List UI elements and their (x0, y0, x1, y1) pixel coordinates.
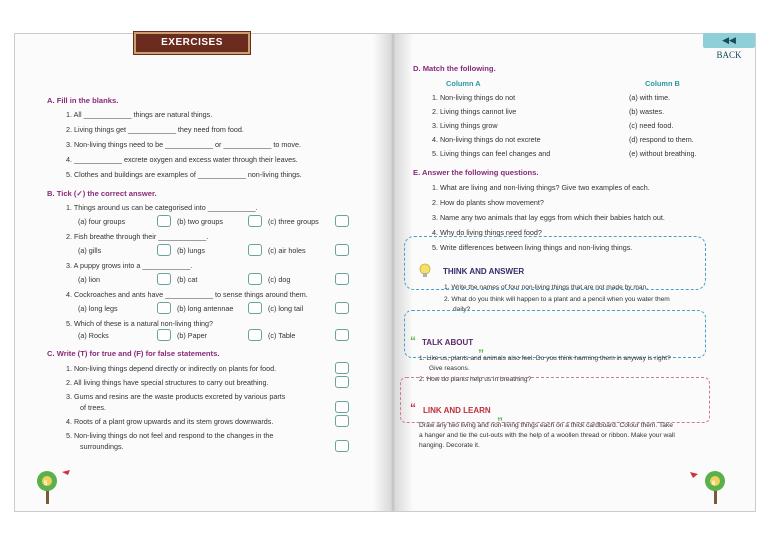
fill-item: 1. All ____________ things are natural things. (66, 110, 213, 119)
answer-checkbox[interactable] (157, 244, 171, 256)
talk-item-cont: Give reasons. (429, 365, 470, 372)
tf-item-cont: of trees. (80, 403, 106, 412)
fill-item: 2. Living things get ____________ they need from food. (66, 125, 244, 134)
answer-checkbox[interactable] (335, 302, 349, 314)
link-line: a hanger and tie the cut-outs with the help of a woollen thread or ribbon. Make your wall (419, 432, 675, 439)
answer-checkbox[interactable] (335, 329, 349, 341)
think-item-cont: daily? (453, 306, 471, 313)
match-right-item: (d) respond to them. (629, 135, 694, 144)
answer-checkbox[interactable] (335, 415, 349, 427)
double-arrow-left-icon: ◀◀ (722, 35, 736, 45)
mcq-option: (c) dog (268, 275, 291, 284)
answer-checkbox[interactable] (248, 329, 262, 341)
answer-checkbox[interactable] (335, 362, 349, 374)
mcq-option: (a) gills (78, 246, 102, 255)
talk-about-title: TALK ABOUT (422, 338, 474, 347)
mcq-option: (a) lion (78, 275, 100, 284)
back-button[interactable] (703, 33, 755, 60)
mcq-option: (a) Rocks (78, 331, 109, 340)
mcq-option: (b) lungs (177, 246, 205, 255)
think-and-answer-title: THINK AND ANSWER (443, 267, 525, 276)
answer-checkbox[interactable] (157, 302, 171, 314)
exercises-title: EXERCISES (134, 32, 250, 54)
fill-item: 5. Clothes and buildings are examples of ____________ non-living things. (66, 170, 302, 179)
quote-open-icon: “ (410, 401, 416, 415)
question-item: 2. How do plants show movement? (432, 198, 544, 207)
quote-close-icon: „ (497, 408, 503, 422)
mcq-option: (b) two groups (177, 217, 223, 226)
question-item: 4. Why do living things need food? (432, 228, 542, 237)
match-left-item: 1. Non-living things do not (432, 93, 516, 102)
answer-checkbox[interactable] (335, 273, 349, 285)
match-left-item: 4. Non-living things do not excrete (432, 135, 541, 144)
answer-checkbox[interactable] (157, 215, 171, 227)
page-number-right: 6 (712, 481, 716, 487)
match-left-item: 5. Living things can feel changes and (432, 149, 551, 158)
mcq-option: (c) air holes (268, 246, 306, 255)
section-b-heading: B. Tick (✓) the correct answer. (47, 189, 157, 198)
mcq-option: (b) Paper (177, 331, 207, 340)
match-left-item: 3. Living things grow (432, 121, 498, 130)
section-c-heading: C. Write (T) for true and (F) for false statements. (47, 349, 220, 358)
mcq-question: 4. Cockroaches and ants have ____________ to sense things around them. (66, 290, 308, 299)
tf-item: 3. Gums and resins are the waste products excreted by various parts (66, 392, 286, 401)
question-item: 1. What are living and non-living things? Give two examples of each. (432, 183, 650, 192)
answer-checkbox[interactable] (335, 376, 349, 388)
column-b-title: Column B (645, 79, 680, 88)
link-and-learn-title: LINK AND LEARN (423, 406, 491, 415)
talk-item: 1. Like us, plants and animals also feel. Do you think harming them in anyway is right? (419, 355, 671, 362)
match-right-item: (e) without breathing. (629, 149, 697, 158)
fill-item: 3. Non-living things need to be ____________ or ____________ to move. (66, 140, 301, 149)
think-item: 1. Write the names of four non-living things that are not made by man. (444, 284, 649, 291)
tf-item: 5. Non-living things do not feel and respond to the changes in the (66, 431, 274, 440)
mcq-option: (b) long antennae (177, 304, 234, 313)
back-label: BACK (716, 50, 742, 60)
mcq-option: (a) four groups (78, 217, 126, 226)
think-and-answer-box (404, 236, 706, 290)
quote-open-icon: “ (410, 334, 416, 348)
answer-checkbox[interactable] (248, 215, 262, 227)
tree-bird-right-icon (686, 466, 730, 506)
match-right-item: (b) wastes. (629, 107, 665, 116)
tf-item: 2. All living things have special structures to carry out breathing. (66, 378, 269, 387)
match-right-item: (c) need food. (629, 121, 674, 130)
answer-checkbox[interactable] (335, 244, 349, 256)
column-a-title: Column A (446, 79, 481, 88)
link-line: hanging. Decorate it. (419, 442, 480, 449)
answer-checkbox[interactable] (335, 440, 349, 452)
mcq-option: (b) cat (177, 275, 198, 284)
answer-checkbox[interactable] (335, 215, 349, 227)
page-number-left: 5 (44, 481, 48, 487)
tf-item: 1. Non-living things depend directly or indirectly on plants for food. (66, 364, 277, 373)
match-right-item: (a) with time. (629, 93, 671, 102)
question-item: 3. Name any two animals that lay eggs from which their babies hatch out. (432, 213, 665, 222)
tf-item: 4. Roots of a plant grow upwards and its stem grows downwards. (66, 417, 274, 426)
talk-item: 2. How do plants help us in breathing? (419, 376, 532, 383)
mcq-option: (c) Table (268, 331, 296, 340)
answer-checkbox[interactable] (248, 302, 262, 314)
match-left-item: 2. Living things cannot live (432, 107, 517, 116)
fill-item: 4. ____________ excrete oxygen and excess water through their leaves. (66, 155, 298, 164)
answer-checkbox[interactable] (157, 329, 171, 341)
answer-checkbox[interactable] (157, 273, 171, 285)
mcq-question: 2. Fish breathe through their ____________. (66, 232, 209, 241)
question-item: 5. Write differences between living things and non-living things. (432, 243, 633, 252)
link-line: Draw any two living and non-living things each on a thick cardboard. Colour them. Take (419, 422, 673, 429)
lightbulb-icon (418, 262, 432, 280)
mcq-question: 5. Which of these is a natural non-living thing? (66, 319, 214, 328)
link-and-learn-box (400, 377, 710, 423)
quote-close-icon: „ (478, 340, 484, 354)
section-d-heading: D. Match the following. (413, 64, 496, 73)
section-a-heading: A. Fill in the blanks. (47, 96, 119, 105)
answer-checkbox[interactable] (248, 244, 262, 256)
tf-item-cont: surroundings. (80, 442, 124, 451)
answer-checkbox[interactable] (335, 401, 349, 413)
talk-about-box (404, 310, 706, 358)
think-item: 2. What do you think will happen to a plant and a pencil when you water them (444, 296, 670, 303)
mcq-option: (c) three groups (268, 217, 319, 226)
mcq-option: (c) long tail (268, 304, 304, 313)
mcq-question: 1. Things around us can be categorised into ____________. (66, 203, 258, 212)
mcq-option: (a) long legs (78, 304, 118, 313)
tree-bird-left-icon (34, 466, 78, 506)
section-e-heading: E. Answer the following questions. (413, 168, 539, 177)
mcq-question: 3. A puppy grows into a ____________. (66, 261, 193, 270)
answer-checkbox[interactable] (248, 273, 262, 285)
